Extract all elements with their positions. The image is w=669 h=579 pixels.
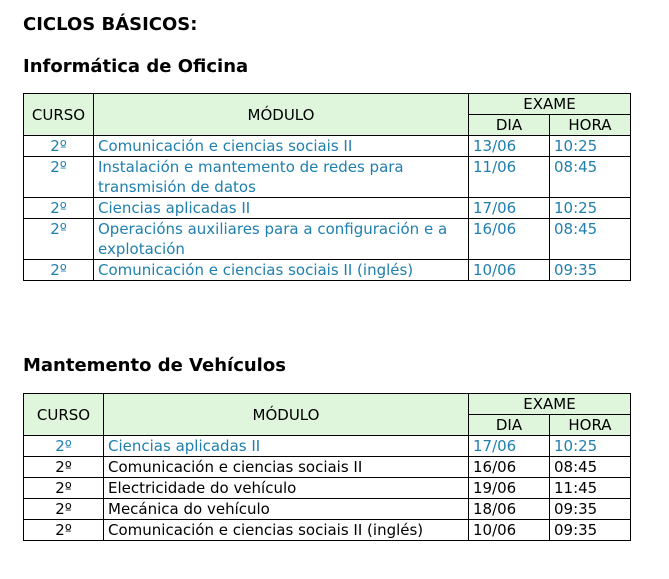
header-hora: HORA (550, 115, 631, 136)
cell-curso: 2º (24, 198, 94, 219)
cell-modulo[interactable]: Operacións auxiliares para a configuración e a explotación (94, 219, 469, 260)
cell-dia: 11/06 (469, 157, 550, 198)
cell-dia: 19/06 (469, 478, 550, 499)
cell-curso: 2º (24, 457, 104, 478)
cell-dia: 10/06 (469, 260, 550, 281)
table-row (24, 457, 631, 478)
page-heading: CICLOS BÁSICOS: (23, 14, 198, 35)
cell-modulo[interactable]: Instalación e mantemento de redes para transmisión de datos (94, 157, 469, 198)
header-hora: HORA (550, 415, 631, 436)
table-row (24, 520, 631, 541)
table-row (24, 157, 631, 198)
cell-curso: 2º (24, 520, 104, 541)
cell-hora: 09:35 (550, 520, 631, 541)
cell-dia: 16/06 (469, 219, 550, 260)
cell-hora: 09:35 (550, 499, 631, 520)
header-modulo: MÓDULO (104, 394, 469, 436)
cell-hora: 08:45 (550, 157, 631, 198)
exam-table-informatica (23, 93, 631, 281)
cell-hora: 09:35 (550, 260, 631, 281)
cell-modulo[interactable]: Ciencias aplicadas II (94, 198, 469, 219)
table-row (24, 499, 631, 520)
header-exame: EXAME (469, 94, 631, 115)
header-dia: DIA (469, 115, 550, 136)
section-title-informatica: Informática de Oficina (23, 56, 249, 77)
section-title-vehiculos: Mantemento de Vehículos (23, 355, 286, 376)
cell-dia: 17/06 (469, 436, 550, 457)
cell-hora: 08:45 (550, 219, 631, 260)
cell-curso: 2º (24, 499, 104, 520)
header-modulo: MÓDULO (94, 94, 469, 136)
header-exame: EXAME (469, 394, 631, 415)
cell-curso: 2º (24, 157, 94, 198)
table-row (24, 219, 631, 260)
cell-modulo: Electricidade do vehículo (104, 478, 469, 499)
cell-curso: 2º (24, 260, 94, 281)
cell-dia: 10/06 (469, 520, 550, 541)
cell-curso: 2º (24, 436, 104, 457)
cell-hora: 10:25 (550, 198, 631, 219)
header-curso: CURSO (24, 94, 94, 136)
cell-dia: 18/06 (469, 499, 550, 520)
header-curso: CURSO (24, 394, 104, 436)
cell-modulo[interactable]: Comunicación e ciencias sociais II (inglés) (94, 260, 469, 281)
cell-modulo[interactable]: Comunicación e ciencias sociais II (94, 136, 469, 157)
cell-curso: 2º (24, 219, 94, 260)
table-row (24, 478, 631, 499)
cell-modulo: Comunicación e ciencias sociais II (104, 457, 469, 478)
cell-dia: 16/06 (469, 457, 550, 478)
cell-hora: 08:45 (550, 457, 631, 478)
header-dia: DIA (469, 415, 550, 436)
table-row (24, 260, 631, 281)
cell-dia: 17/06 (469, 198, 550, 219)
table-row (24, 198, 631, 219)
cell-dia: 13/06 (469, 136, 550, 157)
cell-modulo: Comunicación e ciencias sociais II (inglés) (104, 520, 469, 541)
cell-hora: 10:25 (550, 136, 631, 157)
exam-table-vehiculos (23, 393, 631, 541)
cell-hora: 11:45 (550, 478, 631, 499)
cell-hora: 10:25 (550, 436, 631, 457)
cell-curso: 2º (24, 478, 104, 499)
cell-curso: 2º (24, 136, 94, 157)
cell-modulo[interactable]: Ciencias aplicadas II (104, 436, 469, 457)
table-row (24, 136, 631, 157)
table-row (24, 436, 631, 457)
cell-modulo: Mecánica do vehículo (104, 499, 469, 520)
